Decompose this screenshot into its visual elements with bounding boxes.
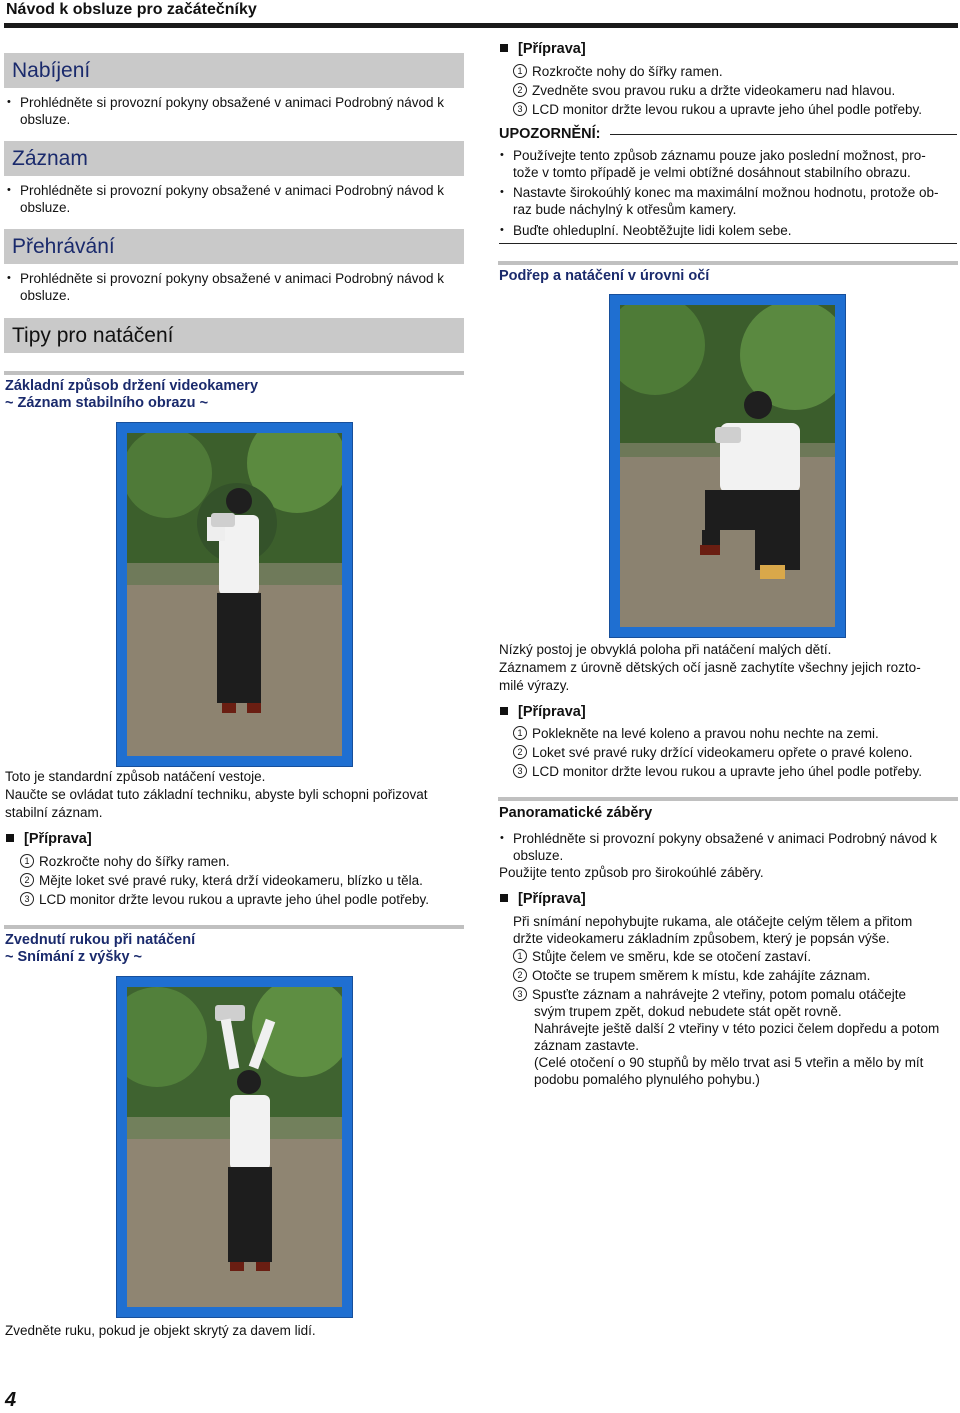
warning-bullet-2: • Nastavte širokoúhlý konec ma maximální možnou hodnotu, protože ob- raz bude náchylný k otřesům kamery.: [499, 184, 954, 218]
low-step-1: 1 Poklekněte na levé koleno a pravou nohu nechte na zemi.: [513, 725, 879, 742]
raise-step-1: 1 Rozkročte nohy do šířky ramen.: [513, 63, 723, 80]
raise-step-3: 3 LCD monitor držte levou rukou a upravte jeho úhel podle potřeby.: [513, 101, 922, 118]
low-step-2: 2 Loket své pravé ruky držící videokameru opřete o pravé koleno.: [513, 744, 912, 761]
circled-number-icon: 3: [513, 764, 527, 778]
photo-kneeling: [609, 294, 846, 638]
warning-top-rule: [610, 134, 957, 135]
pan-cont-line-1: svým trupem zpět, dokud nebudete stát opět rovně.: [534, 1004, 842, 1019]
low-rule: [498, 261, 958, 265]
section-tipy: Tipy pro natáčení: [4, 318, 464, 353]
basic-desc-line-1: Toto je standardní způsob natáčení vestoje.: [5, 769, 266, 784]
section-zaznam: Záznam: [4, 141, 464, 176]
warning-bottom-rule: [499, 243, 957, 244]
photo-standing-basic: [116, 422, 353, 767]
raise-title-2: ~ Snímání z výšky ~: [5, 949, 143, 965]
pan-title: Panoramatické záběry: [499, 805, 653, 821]
pan-intro-line-2: držte videokameru základním způsobem, který je popsán výše.: [513, 931, 890, 946]
page-header-title: Návod k obsluze pro začátečníky: [6, 1, 257, 18]
circled-number-icon: 3: [513, 987, 527, 1001]
pan-intro-line-1: Při snímání nepohybujte rukama, ale otáčejte celým tělem a přitom: [513, 914, 913, 929]
photo-raised-arms: [116, 976, 353, 1318]
basic-step-2: 2 Mějte loket své pravé ruky, která drží videokameru, blízko u těla.: [20, 872, 423, 889]
pan-cont-line-2: Nahrávejte ještě další 2 vteřiny v této pozici čelem dopředu a potom: [534, 1021, 940, 1036]
pan-step-2: 2 Otočte se trupem směrem k místu, kde zahájíte záznam.: [513, 967, 870, 984]
low-desc-line-3: milé výrazy.: [499, 678, 570, 693]
square-bullet-icon: [500, 894, 508, 902]
low-prep-heading: [Příprava]: [500, 703, 586, 721]
header-rule: [4, 23, 958, 28]
pan-line: Použijte tento způsob pro širokoúhlé záběry.: [499, 865, 764, 880]
raise-title-1: Zvednutí rukou při natáčení: [5, 932, 196, 948]
pan-bullet: • Prohlédněte si provozní pokyny obsažené v animaci Podrobný návod k obsluze.: [499, 830, 957, 864]
low-desc-line-1: Nízký postoj je obvyklá poloha při natáčení malých dětí.: [499, 642, 832, 657]
circled-number-icon: 2: [20, 873, 34, 887]
circled-number-icon: 2: [513, 745, 527, 759]
low-title: Podřep a natáčení v úrovni očí: [499, 268, 710, 284]
section-prehravani: Přehrávání: [4, 229, 464, 264]
circled-number-icon: 2: [513, 968, 527, 982]
low-desc-line-2: Záznamem z úrovně dětských očí jasně zachytíte všechny jejich rozto-: [499, 660, 921, 675]
zaznam-bullet: • Prohlédněte si provozní pokyny obsažené v animaci Podrobný návod k obsluze.: [6, 182, 464, 216]
circled-number-icon: 1: [513, 949, 527, 963]
square-bullet-icon: [500, 44, 508, 52]
low-step-3: 3 LCD monitor držte levou rukou a upravte jeho úhel podle potřeby.: [513, 763, 922, 780]
warning-bullet-3: • Buďte ohleduplní. Neobtěžujte lidi kolem sebe.: [499, 222, 954, 239]
circled-number-icon: 3: [513, 102, 527, 116]
raise-step-2: 2 Zvedněte svou pravou ruku a držte videokameru nad hlavou.: [513, 82, 895, 99]
basic-step-3: 3 LCD monitor držte levou rukou a upravte jeho úhel podle potřeby.: [20, 891, 429, 908]
warning-bullet-1: • Používejte tento způsob záznamu pouze jako poslední možnost, pro- tože v tomto případě je velmi obtížné dosáhnout stabilního obrazu.: [499, 147, 954, 181]
pan-step-3: 3 Spusťte záznam a nahrávejte 2 vteřiny, potom pomalu otáčejte: [513, 986, 906, 1003]
prehravani-bullet: • Prohlédněte si provozní pokyny obsažené v animaci Podrobný návod k obsluze.: [6, 270, 464, 304]
square-bullet-icon: [500, 707, 508, 715]
pan-rule: [498, 797, 958, 801]
section-nabijeni: Nabíjení: [4, 53, 464, 88]
basic-step-1: 1 Rozkročte nohy do šířky ramen.: [20, 853, 230, 870]
basic-prep-heading: [Příprava]: [6, 830, 92, 848]
basic-desc-line-2: Naučte se ovládat tuto základní techniku, abyste byli schopni pořizovat: [5, 787, 428, 802]
pan-step-1: 1 Stůjte čelem ve směru, kde se otočení zastaví.: [513, 948, 811, 965]
basic-title-1: Základní způsob držení videokamery: [5, 378, 259, 394]
pan-cont-line-3: záznam zastavte.: [534, 1038, 640, 1053]
circled-number-icon: 1: [20, 854, 34, 868]
nabijeni-bullet: • Prohlédněte si provozní pokyny obsažené v animaci Podrobný návod k obsluze.: [6, 94, 464, 128]
basic-title-2: ~ Záznam stabilního obrazu ~: [5, 395, 209, 411]
raise-caption: Zvedněte ruku, pokud je objekt skrytý za davem lidí.: [5, 1323, 316, 1338]
pan-cont-line-4: (Celé otočení o 90 stupňů by mělo trvat asi 5 vteřin a mělo by mít: [534, 1055, 924, 1070]
circled-number-icon: 3: [20, 892, 34, 906]
basic-rule: [4, 371, 464, 375]
pan-prep-heading: [Příprava]: [500, 890, 586, 908]
raise-prep-heading: [Příprava]: [500, 40, 586, 58]
pan-cont-line-5: podobu pomalého plynulého pohybu.): [534, 1072, 760, 1087]
page-number: 4: [5, 1389, 17, 1411]
circled-number-icon: 2: [513, 83, 527, 97]
square-bullet-icon: [6, 834, 14, 842]
circled-number-icon: 1: [513, 726, 527, 740]
warning-title: UPOZORNĚNÍ:: [499, 126, 601, 142]
raise-rule: [4, 925, 464, 929]
circled-number-icon: 1: [513, 64, 527, 78]
basic-desc-line-3: stabilní záznam.: [5, 805, 103, 820]
